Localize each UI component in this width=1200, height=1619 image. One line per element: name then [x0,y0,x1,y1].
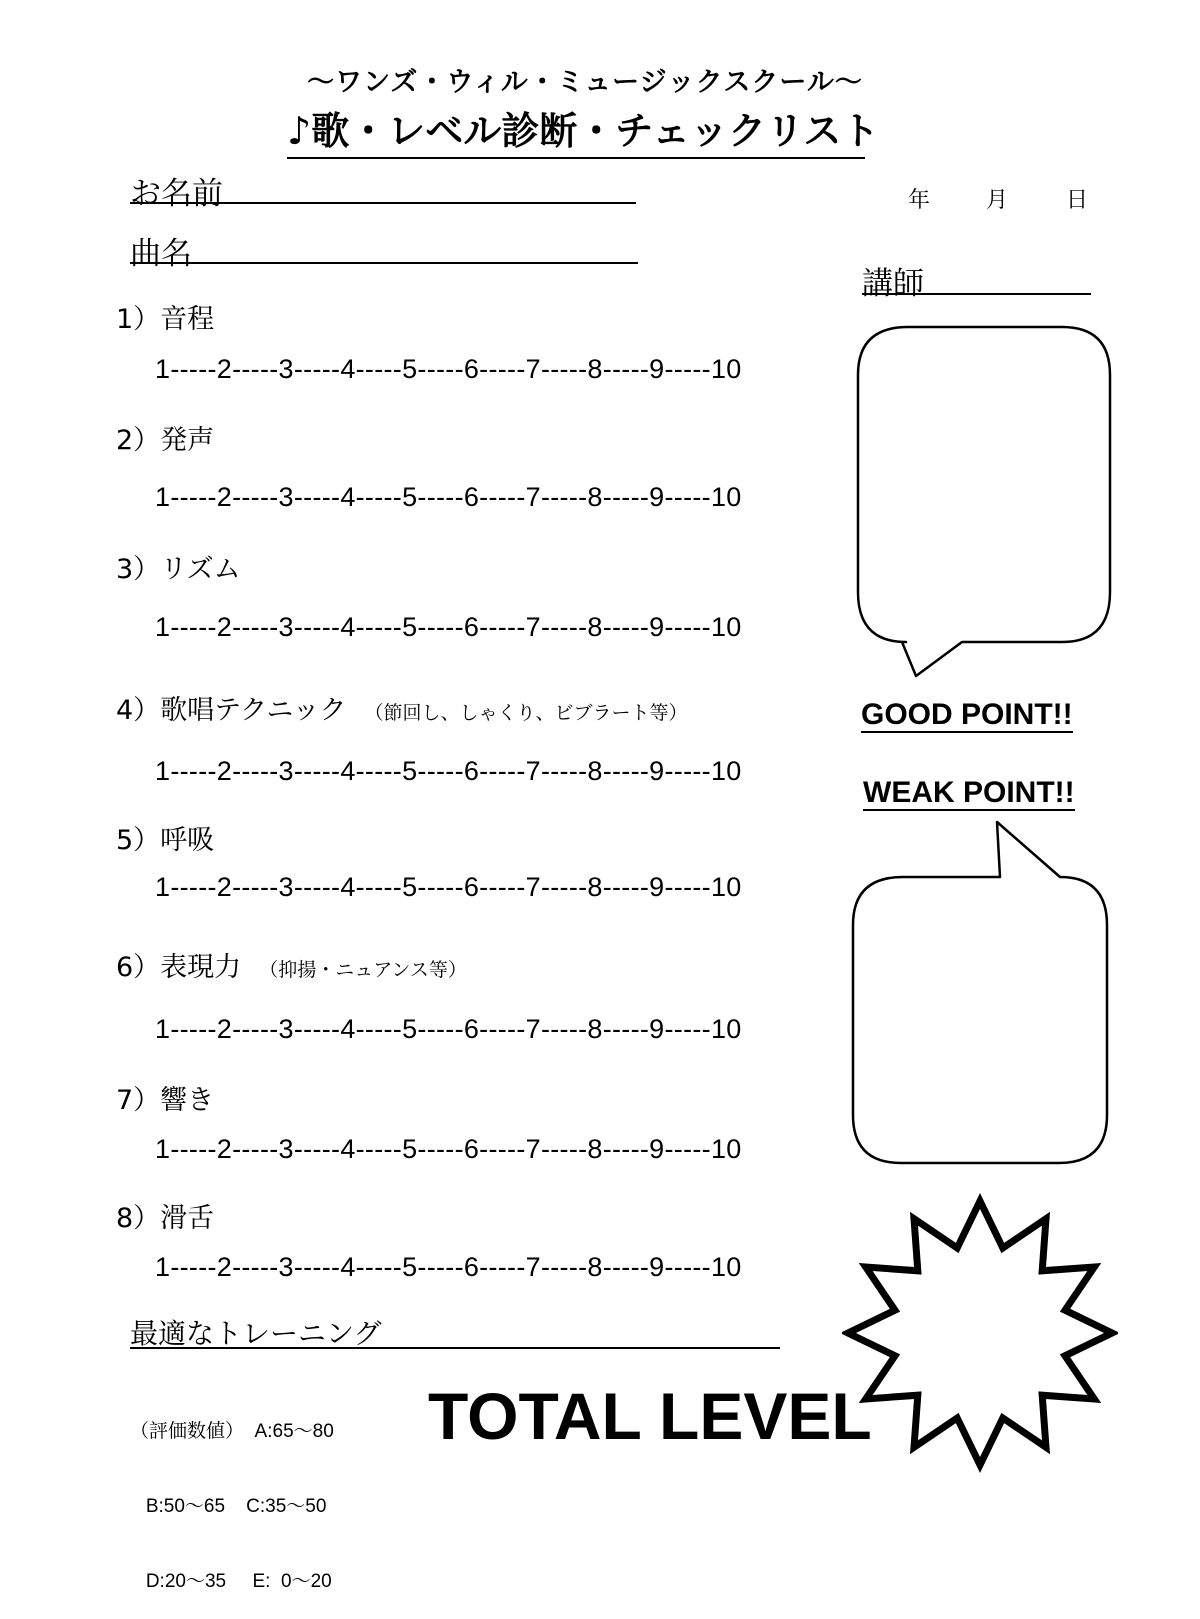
item-resonance: 7）響き [116,1085,215,1116]
item-technique: 4）歌唱テクニック （節回し、しゃくり、ビブラート等） [116,695,688,726]
item-vocalization: 2）発声 [116,425,215,456]
date-month: 月 [986,188,1009,213]
scale-vocalization[interactable]: 1-----2-----3-----4-----5-----6-----7-----8-----9-----10 [155,482,742,512]
scale-rhythm[interactable]: 1-----2-----3-----4-----5-----6-----7-----8-----9-----10 [155,612,742,642]
teacher-underline[interactable] [862,293,1091,295]
training-underline[interactable] [130,1347,780,1349]
weak-point-label: WEAK POINT!! [863,776,1075,809]
song-label: 曲名 [130,236,192,272]
scale-pitch[interactable]: 1-----2-----3-----4-----5-----6-----7-----8-----9-----10 [155,354,742,384]
good-point-bubble[interactable] [850,320,1120,685]
weak-point-bubble[interactable] [845,815,1115,1170]
item-breathing: 5）呼吸 [116,825,215,856]
scale-articulation[interactable]: 1-----2-----3-----4-----5-----6-----7-----8-----9-----10 [155,1252,742,1282]
training-label: 最適なトレーニング [130,1317,382,1350]
scale-technique[interactable]: 1-----2-----3-----4-----5-----6-----7-----8-----9-----10 [155,756,742,786]
starburst-shape [842,1190,1118,1476]
legend-line-1: （評価数値） A:65～80 [130,1421,334,1442]
school-name: ～ワンズ・ウィル・ミュージックスクール～ [307,67,863,98]
item-technique-note: （節回し、しゃくり、ビブラート等） [364,702,688,724]
scale-breathing[interactable]: 1-----2-----3-----4-----5-----6-----7-----8-----9-----10 [155,872,742,902]
item-rhythm: 3）リズム [116,554,241,585]
scale-expression[interactable]: 1-----2-----3-----4-----5-----6-----7-----8-----9-----10 [155,1014,742,1044]
legend-line-3: D:20～35 E: 0～20 [130,1571,332,1592]
item-articulation: 8）滑舌 [116,1203,215,1234]
total-level-label: TOTAL LEVEL [428,1379,872,1453]
item-pitch: 1）音程 [116,304,215,335]
item-expression: 6）表現力 （抑揚・ニュアンス等） [116,952,467,983]
page-title: ♪歌・レベル診断・チェックリスト [287,100,865,159]
legend-line-2: B:50～65 C:35～50 [130,1496,327,1517]
name-label: お名前 [130,176,223,212]
rating-legend [130,1369,334,1619]
name-underline[interactable] [130,202,636,204]
good-point-label: GOOD POINT!! [861,698,1073,731]
date-year: 年 [908,188,931,213]
item-expression-note: （抑揚・ニュアンス等） [259,959,467,981]
scale-resonance[interactable]: 1-----2-----3-----4-----5-----6-----7-----8-----9-----10 [155,1134,742,1164]
song-underline[interactable] [130,262,638,264]
teacher-label: 講師 [862,266,924,302]
date-day: 日 [1066,188,1089,213]
